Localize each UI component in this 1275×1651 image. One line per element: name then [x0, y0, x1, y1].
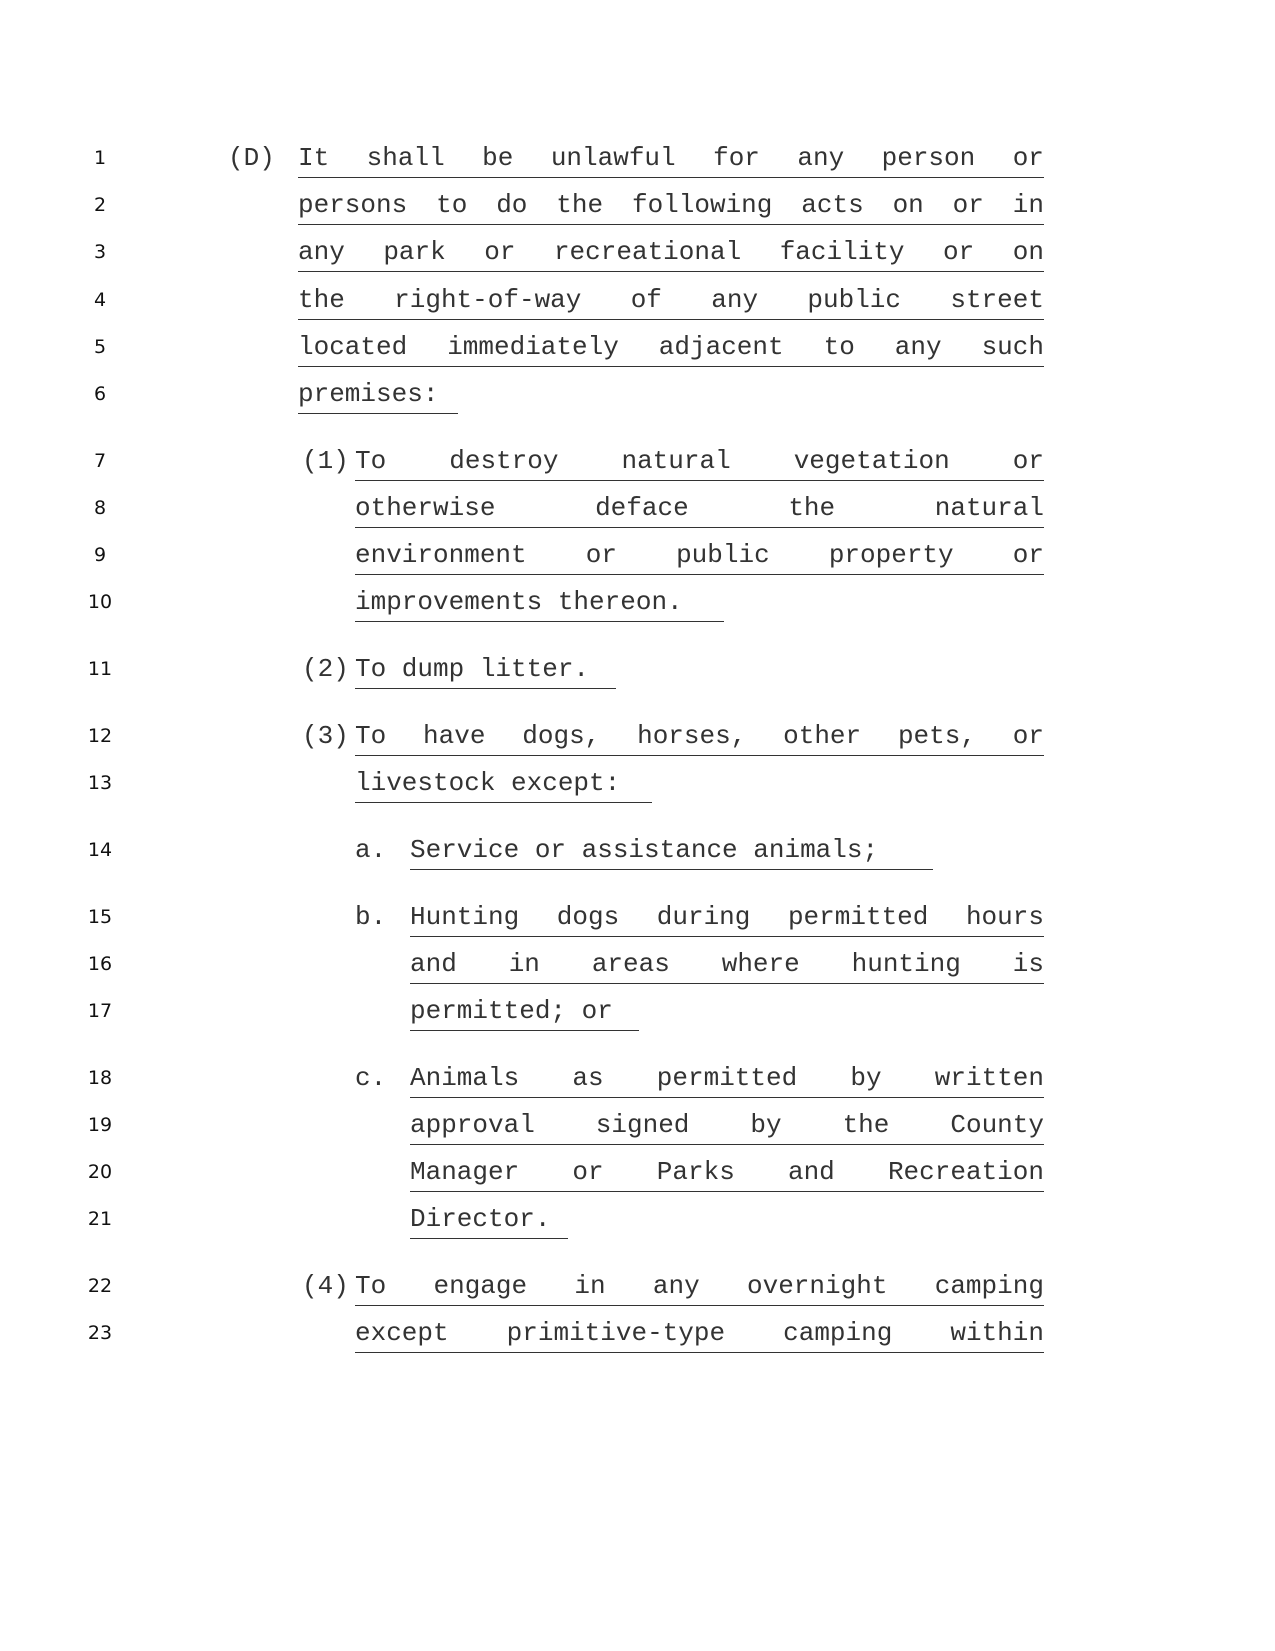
word: To	[355, 722, 387, 751]
subitem-text-line	[410, 1111, 1044, 1145]
line-number: 8	[93, 497, 107, 519]
word: person	[881, 144, 976, 173]
subitem-text-line: Service or assistance animals;	[410, 836, 933, 870]
item-label: (4)	[302, 1271, 349, 1301]
word: acts	[801, 191, 864, 220]
word: overnight	[747, 1272, 888, 1301]
word: street	[950, 286, 1044, 315]
word: public	[807, 286, 902, 315]
word: Manager	[410, 1158, 520, 1187]
line-number: 2	[93, 194, 107, 216]
word: to	[823, 333, 855, 362]
word: and	[410, 950, 457, 979]
word: or	[585, 541, 617, 570]
word: within	[950, 1319, 1044, 1348]
word: County	[950, 1111, 1044, 1140]
word: pets,	[897, 722, 976, 751]
word: on	[892, 191, 924, 220]
item-text-line	[355, 494, 1044, 528]
word: shall	[366, 144, 445, 173]
word: Hunting	[410, 903, 520, 932]
word: environment	[355, 541, 527, 570]
word: any	[894, 333, 942, 362]
line-number: 16	[87, 953, 113, 975]
word: to	[436, 191, 468, 220]
subitem-text-line: permitted; or	[410, 997, 639, 1031]
word: of	[630, 286, 662, 315]
line-number: 13	[87, 772, 113, 794]
line-number: 21	[87, 1208, 113, 1230]
section-text-line	[298, 333, 1044, 367]
word: located	[298, 333, 408, 362]
word: or	[952, 191, 984, 220]
word: where	[721, 950, 800, 979]
word: any	[298, 238, 345, 267]
word: camping	[783, 1319, 893, 1348]
word: do	[496, 191, 528, 220]
word: in	[1012, 191, 1044, 220]
word: To	[355, 447, 387, 476]
word: by	[850, 1064, 882, 1093]
word: or	[943, 238, 975, 267]
subitem-text-line	[410, 903, 1044, 937]
word: hunting	[851, 950, 961, 979]
word: camping	[934, 1272, 1044, 1301]
item-text-line: improvements thereon.	[355, 588, 724, 622]
word: the	[298, 286, 345, 315]
item-label: (1)	[302, 446, 349, 476]
item-text-line	[355, 1272, 1044, 1306]
word: persons	[298, 191, 408, 220]
line-number: 18	[87, 1067, 113, 1089]
word: any	[711, 286, 759, 315]
subitem-text-line	[410, 1158, 1044, 1192]
word: or	[1012, 722, 1044, 751]
word: any	[797, 144, 845, 173]
word: written	[934, 1064, 1044, 1093]
word: following	[631, 191, 773, 220]
word: or	[572, 1158, 604, 1187]
word: primitive-type	[506, 1319, 726, 1348]
section-text-line	[298, 144, 1044, 178]
word: is	[1012, 950, 1044, 979]
word: permitted	[787, 903, 929, 932]
word: recreational	[553, 238, 742, 267]
subitem-label: c.	[355, 1063, 387, 1093]
word: park	[383, 238, 446, 267]
section-text-line	[298, 286, 1044, 320]
word: vegetation	[793, 447, 950, 476]
word: otherwise	[355, 494, 496, 523]
word: the	[842, 1111, 890, 1140]
word: To	[355, 1272, 387, 1301]
line-number: 5	[93, 336, 107, 358]
item-label: (2)	[302, 654, 349, 684]
word: horses,	[637, 722, 747, 751]
line-number: 11	[87, 658, 113, 680]
subitem-label: a.	[355, 835, 387, 865]
word: or	[1012, 144, 1044, 173]
section-text-line	[298, 238, 1044, 272]
word: or	[484, 238, 516, 267]
item-text-line: livestock except:	[355, 769, 652, 803]
word: destroy	[449, 447, 559, 476]
word: right-of-way	[394, 286, 582, 315]
line-number: 17	[87, 1000, 113, 1022]
word: the	[556, 191, 604, 220]
subitem-text-line: Director.	[410, 1205, 568, 1239]
word: unlawful	[550, 144, 676, 173]
word: have	[423, 722, 486, 751]
word: property	[828, 541, 954, 570]
word: any	[652, 1272, 700, 1301]
word: or	[1012, 541, 1044, 570]
item-label: (3)	[302, 721, 349, 751]
line-number: 7	[93, 450, 107, 472]
word: in	[574, 1272, 606, 1301]
item-text-line	[355, 1319, 1044, 1353]
section-text-line: premises:	[298, 380, 458, 414]
line-number: 20	[87, 1161, 113, 1183]
word: as	[572, 1064, 604, 1093]
line-number: 12	[87, 725, 113, 747]
line-number: 4	[93, 289, 107, 311]
word: permitted	[656, 1064, 798, 1093]
word: public	[676, 541, 770, 570]
subitem-label: b.	[355, 902, 387, 932]
line-number: 10	[87, 591, 113, 613]
word: It	[298, 144, 330, 173]
word: approval	[410, 1111, 535, 1140]
word: other	[783, 722, 862, 751]
item-text-line	[355, 447, 1044, 481]
word: immediately	[447, 333, 619, 362]
word: engage	[433, 1272, 528, 1301]
line-number: 15	[87, 906, 113, 928]
word: dogs	[556, 903, 620, 932]
line-number: 3	[93, 241, 107, 263]
word: in	[508, 950, 540, 979]
word: natural	[621, 447, 731, 476]
word: Recreation	[887, 1158, 1044, 1187]
section-label: (D)	[228, 143, 275, 173]
word: areas	[591, 950, 670, 979]
word: during	[656, 903, 751, 932]
word: hours	[965, 903, 1044, 932]
word: or	[1012, 447, 1044, 476]
item-text-line	[355, 722, 1044, 756]
word: be	[482, 144, 514, 173]
word: deface	[595, 494, 689, 523]
word: and	[787, 1158, 835, 1187]
line-number: 22	[87, 1275, 113, 1297]
word: such	[981, 333, 1044, 362]
subitem-text-line	[410, 950, 1044, 984]
line-number: 19	[87, 1114, 113, 1136]
line-number: 14	[87, 839, 113, 861]
line-number: 9	[93, 544, 107, 566]
word: on	[1012, 238, 1044, 267]
word: dogs,	[522, 722, 601, 751]
word: natural	[934, 494, 1044, 523]
word: for	[713, 144, 760, 173]
line-number: 6	[93, 383, 107, 405]
subitem-text-line	[410, 1064, 1044, 1098]
word: Animals	[410, 1064, 520, 1093]
item-text-line: To dump litter.	[355, 655, 616, 689]
word: by	[750, 1111, 782, 1140]
word: the	[788, 494, 836, 523]
word: Parks	[656, 1158, 735, 1187]
line-number: 1	[93, 147, 107, 169]
section-text-line	[298, 191, 1044, 225]
word: except	[355, 1319, 449, 1348]
line-number: 23	[87, 1322, 113, 1344]
word: signed	[595, 1111, 690, 1140]
word: facility	[779, 238, 905, 267]
word: adjacent	[658, 333, 784, 362]
item-text-line	[355, 541, 1044, 575]
